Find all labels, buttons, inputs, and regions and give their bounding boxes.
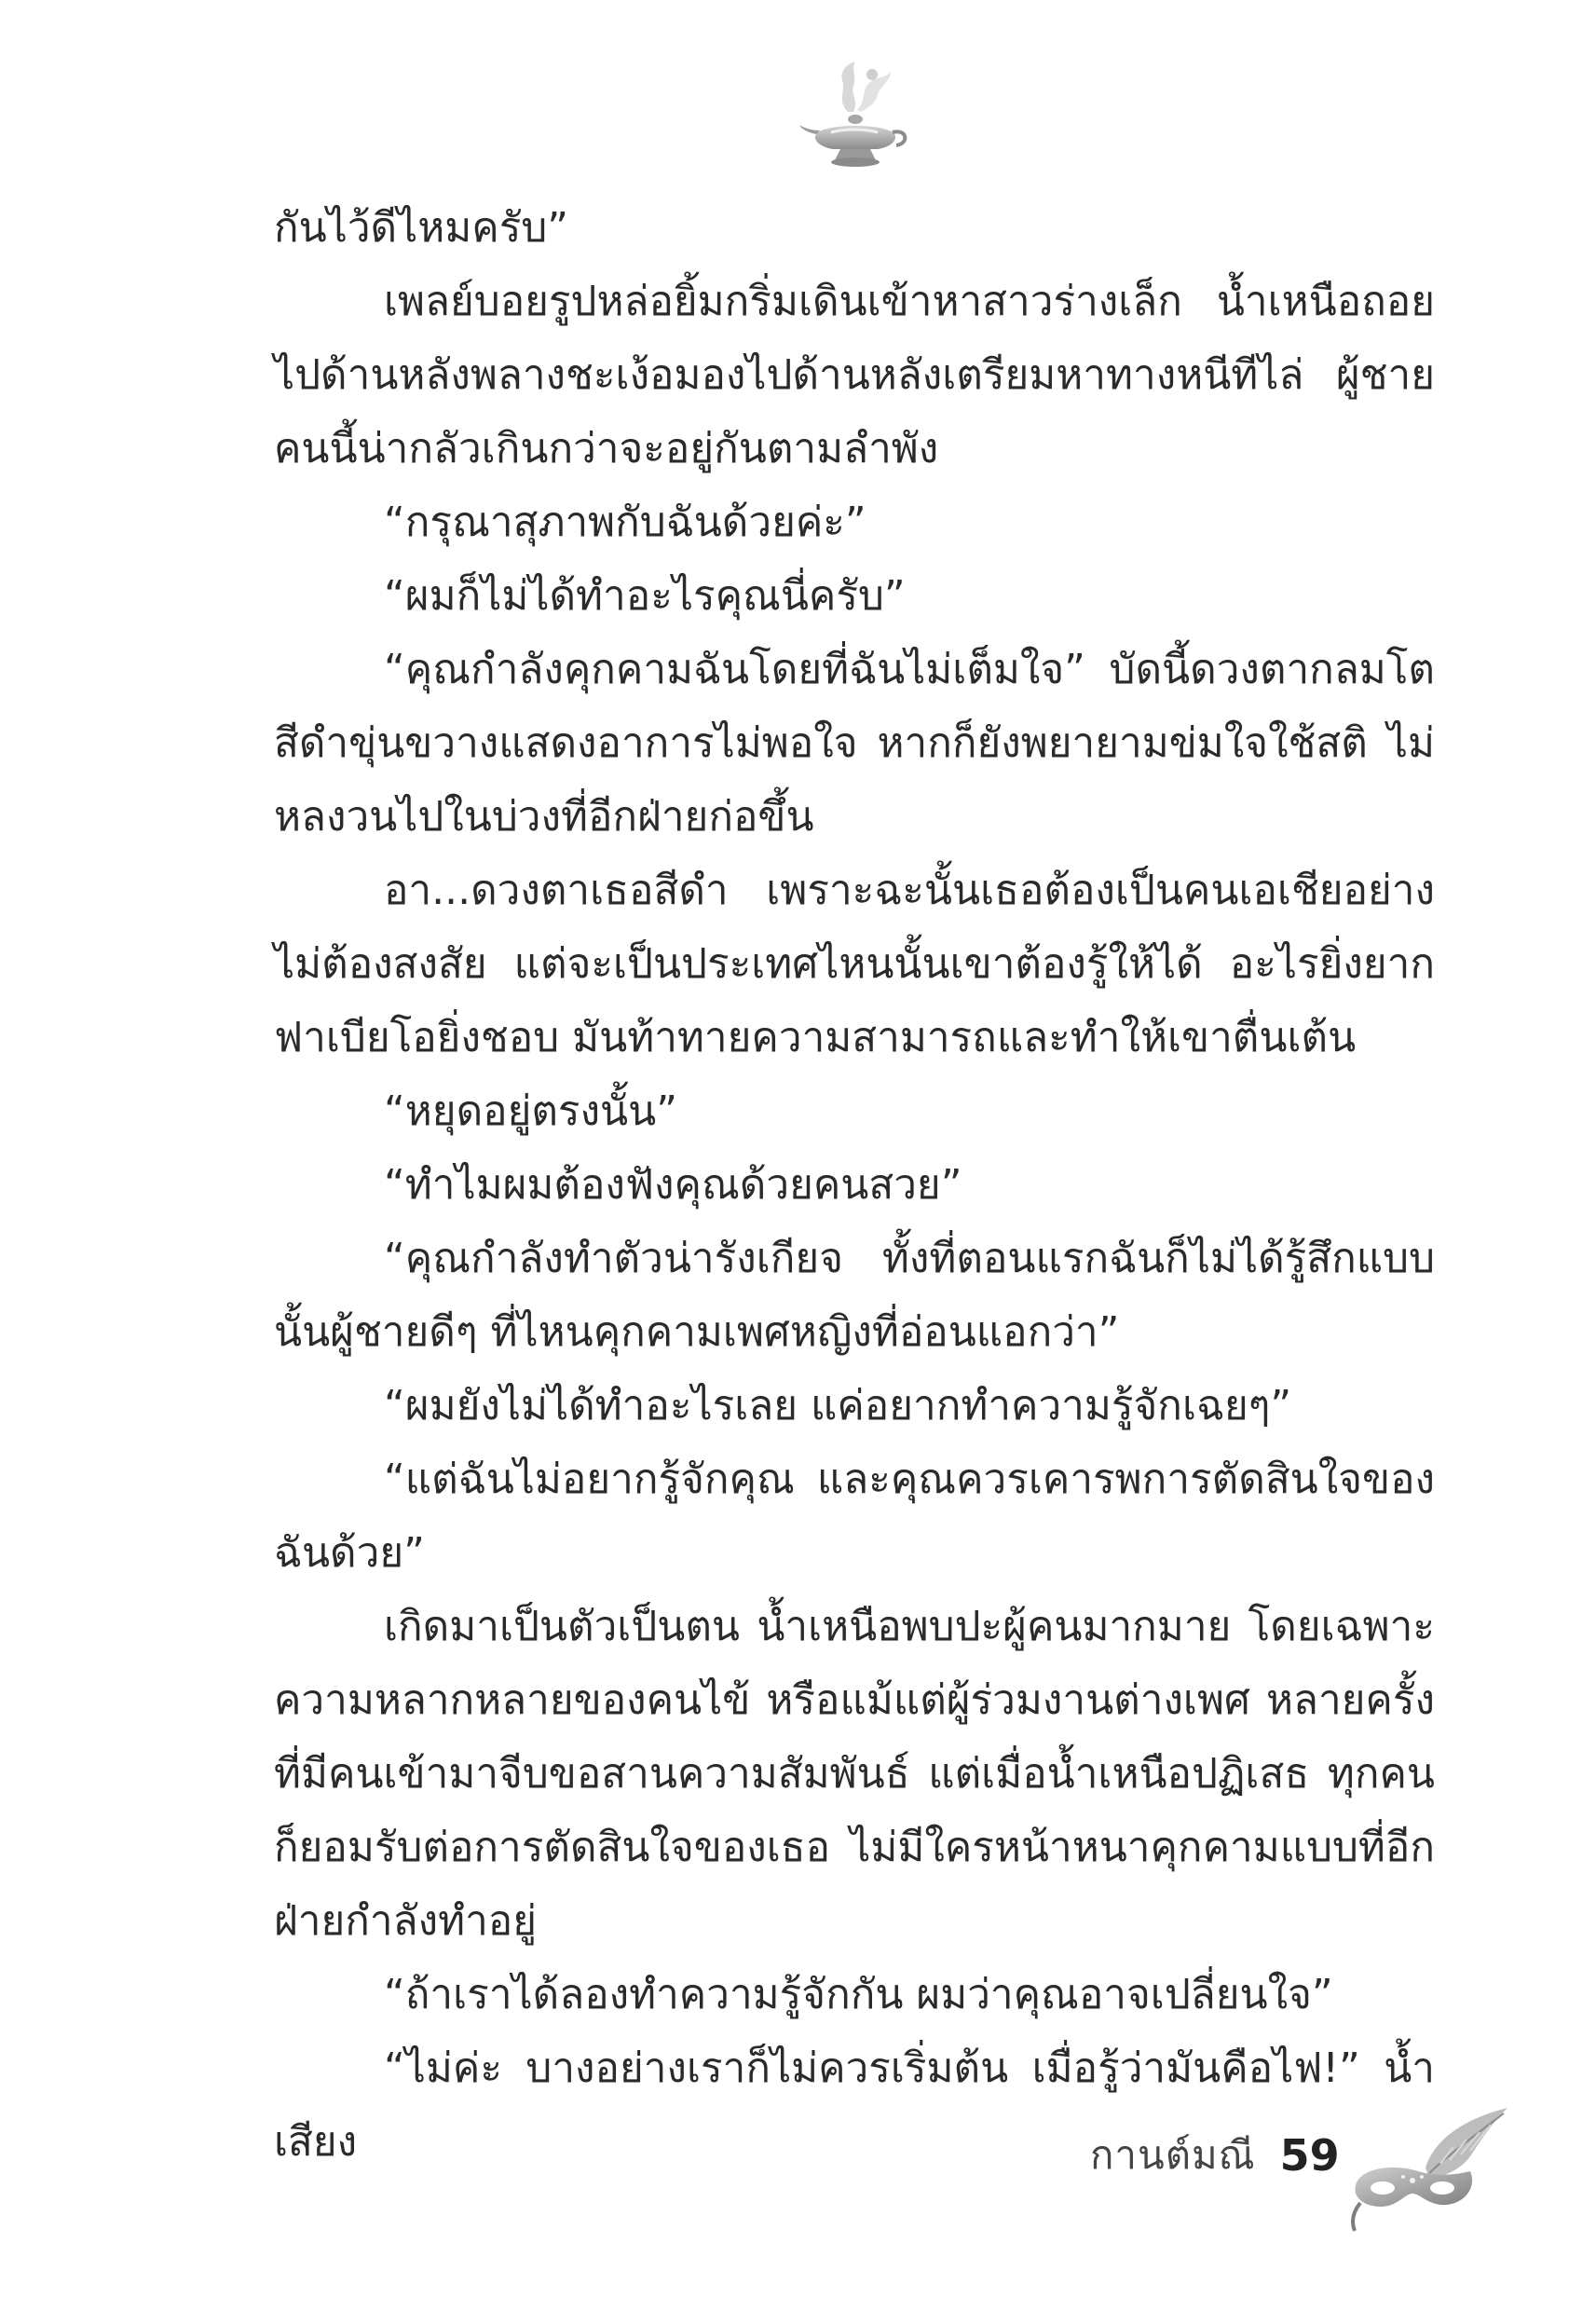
paragraph: “ไม่ค่ะ บางอย่างเราก็ไม่ควรเริ่มต้น เมื่อรู้ว่ามันคือไฟ!” น้ำเสียง	[274, 2044, 1435, 2166]
paragraph: อา...ดวงตาเธอสีดำ เพราะฉะนั้นเธอต้องเป็นคนเอเชียอย่างไม่ต้องสงสัย แต่จะเป็นประเทศไหนนั้นเขาต้องรู้ให้ได้ อะไรยิ่งยากฟาเบียโอยิ่งชอบ มันท้าทายความสามารถและทำให้เขาตื่นเต้น	[274, 867, 1435, 1061]
body-text	[274, 191, 1435, 2179]
paragraph: กันไว้ดีไหมครับ”	[274, 204, 569, 252]
paragraph: “ผมยังไม่ได้ทำอะไรเลย แค่อยากทำความรู้จักเฉยๆ”	[384, 1382, 1292, 1429]
paragraph: “แต่ฉันไม่อยากรู้จักคุณ และคุณควรเคารพการตัดสินใจของฉันด้วย”	[274, 1456, 1435, 1577]
paragraph: เกิดมาเป็นตัวเป็นตน น้ำเหนือพบปะผู้คนมากมาย โดยเฉพาะความหลากหลายของคนไข้ หรือแม้แต่ผู้ร่วมงานต่างเพศ หลายครั้งที่มีคนเข้ามาจีบขอสานความสัมพันธ์ แต่เมื่อน้ำเหนือปฏิเสธ ทุกคนก็ยอมรับต่อการตัดสินใจของเธอ ไม่มีใครหน้าหนาคุกคามแบบที่อีกฝ่ายกำลังทำอยู่	[274, 1603, 1435, 1945]
book-title: กานต์มณี	[1090, 2132, 1256, 2178]
paragraph: “ถ้าเราได้ลองทำความรู้จักกัน ผมว่าคุณอาจเปลี่ยนใจ”	[384, 1971, 1333, 2018]
paragraph: “ผมก็ไม่ได้ทำอะไรคุณนี่ครับ”	[384, 572, 906, 620]
genie-lamp-icon	[799, 54, 911, 175]
page-number: 59	[1279, 2130, 1340, 2181]
paragraph: “หยุดอยู่ตรงนั้น”	[384, 1087, 678, 1135]
paragraph: “กรุณาสุภาพกับฉันด้วยค่ะ”	[384, 499, 866, 546]
paragraph: “คุณกำลังทำตัวน่ารังเกียจ ทั้งที่ตอนแรกฉันก็ไม่ได้รู้สึกแบบนั้นผู้ชายดีๆ ที่ไหนคุกคามเพศหญิงที่อ่อนแอกว่า”	[274, 1235, 1435, 1356]
masquerade-mask-icon	[1351, 2102, 1509, 2233]
paragraph: “ทำไมผมต้องฟังคุณด้วยคนสวย”	[384, 1161, 962, 1209]
paragraph: เพลย์บอยรูปหล่อยิ้มกริ่มเดินเข้าหาสาวร่างเล็ก น้ำเหนือถอยไปด้านหลังพลางชะเง้อมองไปด้านหลังเตรียมหาทางหนีทีไล่ ผู้ชายคนนี้น่ากลัวเกินกว่าจะอยู่กันตามลำพัง	[274, 278, 1435, 472]
page-footer	[1090, 2113, 1340, 2197]
paragraph: “คุณกำลังคุกคามฉันโดยที่ฉันไม่เต็มใจ” บัดนี้ดวงตากลมโตสีดำขุ่นขวางแสดงอาการไม่พอใจ หากก็ยังพยายามข่มใจใช้สติ ไม่หลงวนไปในบ่วงที่อีกฝ่ายก่อขึ้น	[274, 646, 1435, 841]
